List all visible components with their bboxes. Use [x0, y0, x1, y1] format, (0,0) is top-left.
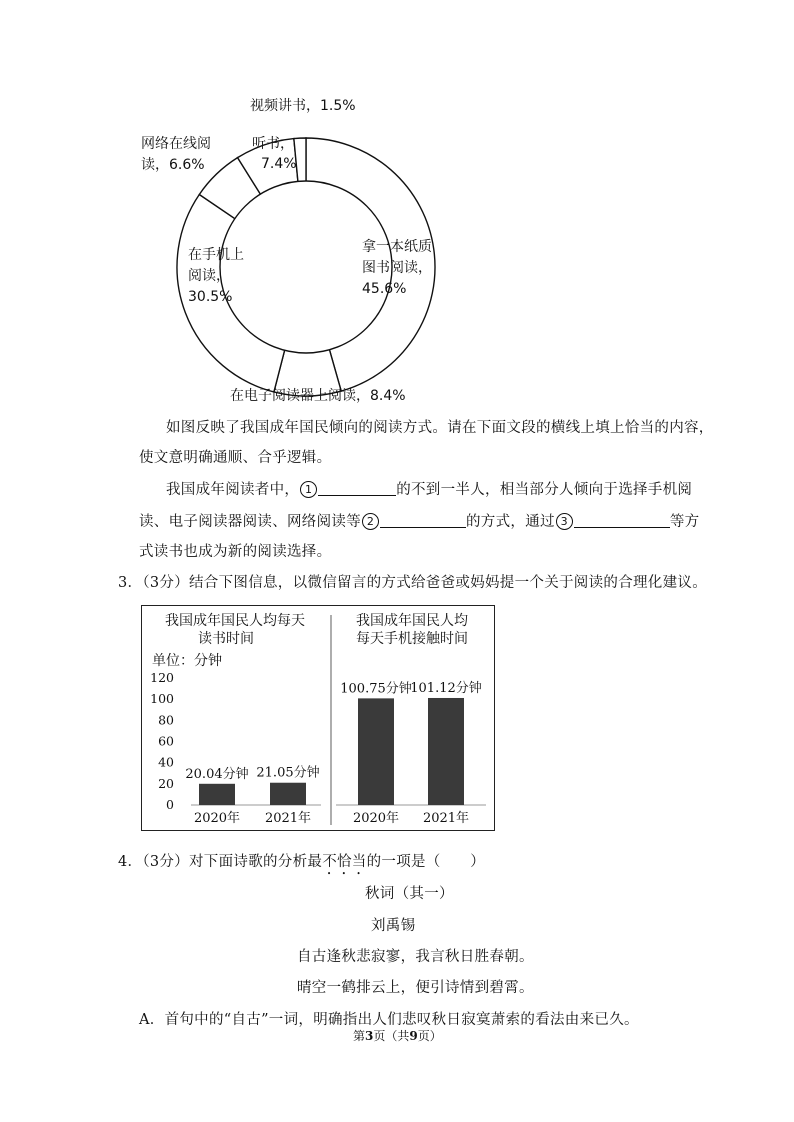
- y-tick-label: 60: [158, 733, 174, 749]
- q2-para-line2: 读、电子阅读器阅读、网络阅读等 2 的方式，通过 3 等方: [139, 514, 700, 530]
- bar-value-label: 101.12分钟: [410, 680, 482, 696]
- blank-marker-1: 1: [300, 481, 317, 498]
- page-footer: 第3页（共9页）: [353, 1029, 442, 1043]
- q2-para-line1: 我国成年阅读者中， 1 的不到一半人，相当部分人倾向于选择手机阅: [166, 482, 693, 498]
- y-tick-label: 120: [150, 670, 174, 685]
- poem-author: 刘禹锡: [371, 918, 416, 934]
- y-tick-label: 100: [150, 691, 174, 707]
- answer-blank-2[interactable]: [380, 513, 466, 528]
- phone-time-bar-1: [428, 698, 464, 805]
- left-chart-unit: 单位：分钟: [152, 653, 222, 669]
- q2-intro-line1: 如图反映了我国成年国民倾向的阅读方式。请在下面文段的横线上填上恰当的内容，: [166, 420, 714, 436]
- y-tick-label: 80: [158, 712, 174, 728]
- pie-label-audio: 听书， 7.4%: [252, 136, 297, 172]
- reading-time-bar-1: [270, 783, 306, 805]
- answer-blank-3[interactable]: [574, 513, 670, 528]
- q2-para-line3: 式读书也成为新的阅读选择。: [139, 544, 332, 560]
- reading-time-bar-0: [199, 784, 235, 805]
- q2-intro-line2: 使文意明确通顺、合乎逻辑。: [139, 450, 332, 466]
- x-category-label: 2021年: [264, 811, 312, 826]
- bar-value-label: 20.04分钟: [185, 766, 249, 782]
- x-category-label: 2020年: [193, 811, 241, 826]
- blank-marker-2: 2: [362, 513, 379, 530]
- q4-option-a: A．首句中的“自古”一词，明确指出人们悲叹秋日寂寞萧索的看法由来已久。: [139, 1012, 639, 1028]
- poem-line-2: 晴空一鹤排云上，便引诗情到碧霄。: [297, 980, 534, 996]
- pie-label-paper: 拿一本纸质 图书阅读， 45.6%: [362, 239, 432, 297]
- answer-blank-1[interactable]: [318, 481, 396, 496]
- right-chart-title: 我国成年国民人均 每天手机接触时间: [356, 613, 468, 647]
- y-tick-label: 20: [158, 775, 174, 791]
- q3-stem: 3．（3分）结合下图信息，以微信留言的方式给爸爸或妈妈提一个关于阅读的合理化建议。: [118, 575, 707, 591]
- donut-chart: [0, 0, 794, 420]
- bar-value-label: 21.05分钟: [256, 765, 320, 781]
- pie-label-online: 网络在线阅 读，6.6%: [141, 136, 211, 173]
- pie-label-video: 视频讲书，1.5%: [250, 98, 356, 114]
- x-category-label: 2020年: [352, 811, 400, 826]
- poem-line-1: 自古逢秋悲寂寥，我言秋日胜春朝。: [297, 949, 534, 965]
- pie-label-ereader: 在电子阅读器上阅读，8.4%: [230, 388, 406, 404]
- pie-label-phone: 在手机上 阅读， 30.5%: [188, 247, 244, 305]
- poem-title: 秋词（其一）: [365, 886, 454, 902]
- y-tick-label: 0: [166, 797, 174, 812]
- blank-marker-3: 3: [556, 513, 573, 530]
- left-chart-title: 我国成年国民人均每天 读书时间: [165, 613, 305, 647]
- phone-time-bar-0: [358, 698, 394, 805]
- bar-value-label: 100.75分钟: [340, 681, 412, 697]
- q4-stem: 4．（3分）对下面诗歌的分析最不恰当的一项是（ ）: [118, 854, 486, 870]
- y-tick-label: 40: [158, 754, 174, 770]
- x-category-label: 2021年: [422, 811, 470, 826]
